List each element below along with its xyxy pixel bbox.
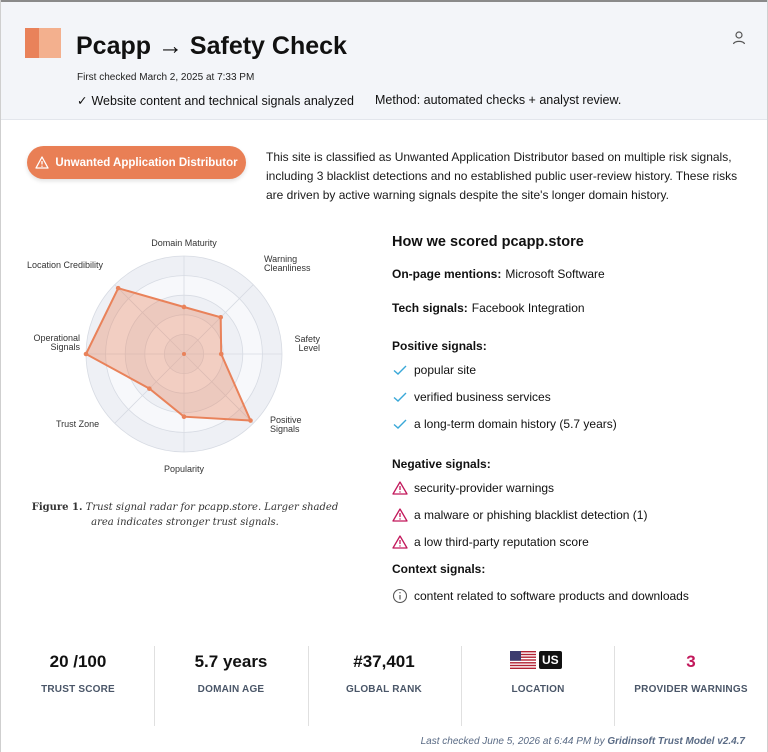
- radar-point: [84, 352, 89, 357]
- negative-signal-text: a malware or phishing blacklist detection (1): [414, 508, 648, 522]
- positive-signal-text: verified business services: [414, 390, 551, 404]
- positive-signal-item: [392, 417, 617, 431]
- negative-signal-text: security-provider warnings: [414, 481, 555, 495]
- positive-signal-item: [392, 390, 551, 404]
- warning-triangle-icon: [392, 481, 408, 495]
- negative-signal-text: a low third-party reputation score: [414, 535, 589, 549]
- trust-radar-chart: [20, 230, 340, 480]
- radar-point: [219, 352, 224, 357]
- provider-warnings-value: 3: [686, 652, 696, 671]
- scoring-title: How we scored pcapp.store: [392, 234, 584, 250]
- global-rank-value: #37,401: [353, 652, 415, 671]
- report-header: [1, 2, 767, 120]
- radar-point: [147, 386, 152, 391]
- stats-divider: [614, 646, 615, 726]
- check-icon: [392, 364, 408, 376]
- domain-age-label: DOMAIN AGE: [197, 684, 265, 695]
- check-icon: [392, 391, 408, 403]
- radar-label-popularity: Popularity: [163, 464, 205, 474]
- negative-signal-item: [392, 535, 589, 549]
- radar-center-point: [182, 352, 186, 356]
- trust-score-value: 20 /100: [49, 652, 107, 671]
- radar-point: [116, 286, 121, 291]
- stats-divider: [154, 646, 155, 726]
- negative-signal-item: [392, 481, 554, 495]
- domain-age-value: 5.7 years: [194, 652, 268, 671]
- radar-point: [182, 414, 187, 419]
- tech-signals-label: Tech signals:: [392, 301, 468, 315]
- stats-divider: [461, 646, 462, 726]
- onpage-mentions-label: On-page mentions:: [392, 267, 502, 281]
- location-label: LOCATION: [511, 684, 565, 695]
- radar-label-trust-zone: Trust Zone: [56, 419, 100, 429]
- last-checked-note: [421, 736, 745, 747]
- context-signal-item: [392, 588, 689, 604]
- info-icon: [392, 588, 408, 604]
- location-value: [510, 651, 562, 669]
- radar-label-safety-level-1: Safety: [294, 334, 320, 344]
- radar-label-operational-signals-2: Signals: [50, 342, 80, 352]
- classification-badge[interactable]: [27, 146, 246, 179]
- radar-label-operational-signals-1: Operational: [33, 333, 80, 343]
- method-note: Method: automated checks + analyst review.: [375, 93, 622, 107]
- figure-label: Figure 1.: [31, 502, 83, 513]
- onpage-mentions-value: Microsoft Software: [505, 267, 605, 281]
- warning-triangle-icon: [392, 508, 408, 522]
- radar-figure-caption: [30, 500, 340, 530]
- trust-score-label: TRUST SCORE: [41, 684, 115, 695]
- positive-signal-item: [392, 363, 476, 377]
- classification-label: Unwanted Application Distributor: [55, 156, 238, 169]
- figure-text: Trust signal radar for pcapp.store. Larger shaded area indicates stronger trust signals.: [85, 502, 339, 528]
- radar-label-warning-cleanliness-2: Cleanliness: [264, 263, 311, 273]
- negative-signal-item: [392, 508, 647, 522]
- radar-label-warning-cleanliness-1: Warning: [264, 254, 298, 264]
- classification-summary: This site is classified as Unwanted Application Distributor based on multiple risk signals, including 3 blacklist detections and no established public user-review history. These risks are driven by active warning signals despite the site's longer domain history.: [266, 150, 738, 202]
- last-checked-text: Last checked June 5, 2026 at 6:44 PM by: [420, 736, 605, 747]
- us-flag-icon: [510, 651, 536, 669]
- radar-point: [182, 305, 187, 310]
- onpage-mentions-row: [392, 267, 605, 281]
- radar-point: [218, 315, 223, 320]
- positive-signal-text: a long-term domain history (5.7 years): [414, 417, 617, 431]
- radar-label-location-credibility: Location Credibility: [27, 260, 104, 270]
- stats-divider: [308, 646, 309, 726]
- positive-signal-text: popular site: [414, 363, 477, 377]
- checkmark-icon: ✓: [77, 94, 88, 108]
- radar-label-safety-level-2: Level: [298, 343, 320, 353]
- warning-icon: [35, 156, 49, 169]
- tech-signals-row: [392, 301, 585, 315]
- user-account-icon[interactable]: [731, 30, 747, 46]
- first-checked-text: First checked March 2, 2025 at 7:33 PM: [77, 72, 255, 83]
- tech-signals-value: Facebook Integration: [471, 301, 585, 315]
- trust-model-name: Gridinsoft Trust Model v2.4.7: [607, 736, 745, 747]
- global-rank-label: GLOBAL RANK: [346, 684, 422, 695]
- negative-signals-heading: Negative signals:: [392, 457, 491, 471]
- analyzed-note: [77, 93, 354, 108]
- radar-label-domain-maturity: Domain Maturity: [151, 238, 217, 248]
- analyzed-text: Website content and technical signals analyzed: [91, 94, 354, 108]
- location-code: US: [539, 651, 562, 669]
- warning-triangle-icon: [392, 535, 408, 549]
- site-logo-icon: [25, 28, 61, 58]
- radar-label-positive-signals-1: Positive: [270, 415, 302, 425]
- radar-label-positive-signals-2: Signals: [270, 424, 300, 434]
- context-signal-text: content related to software products and downloads: [414, 589, 689, 603]
- context-signals-heading: Context signals:: [392, 562, 486, 576]
- positive-signals-heading: Positive signals:: [392, 339, 487, 353]
- provider-warnings-label: PROVIDER WARNINGS: [634, 684, 748, 695]
- check-icon: [392, 418, 408, 430]
- page-title: Pcapp → Safety Check: [76, 32, 347, 60]
- radar-point: [248, 418, 253, 423]
